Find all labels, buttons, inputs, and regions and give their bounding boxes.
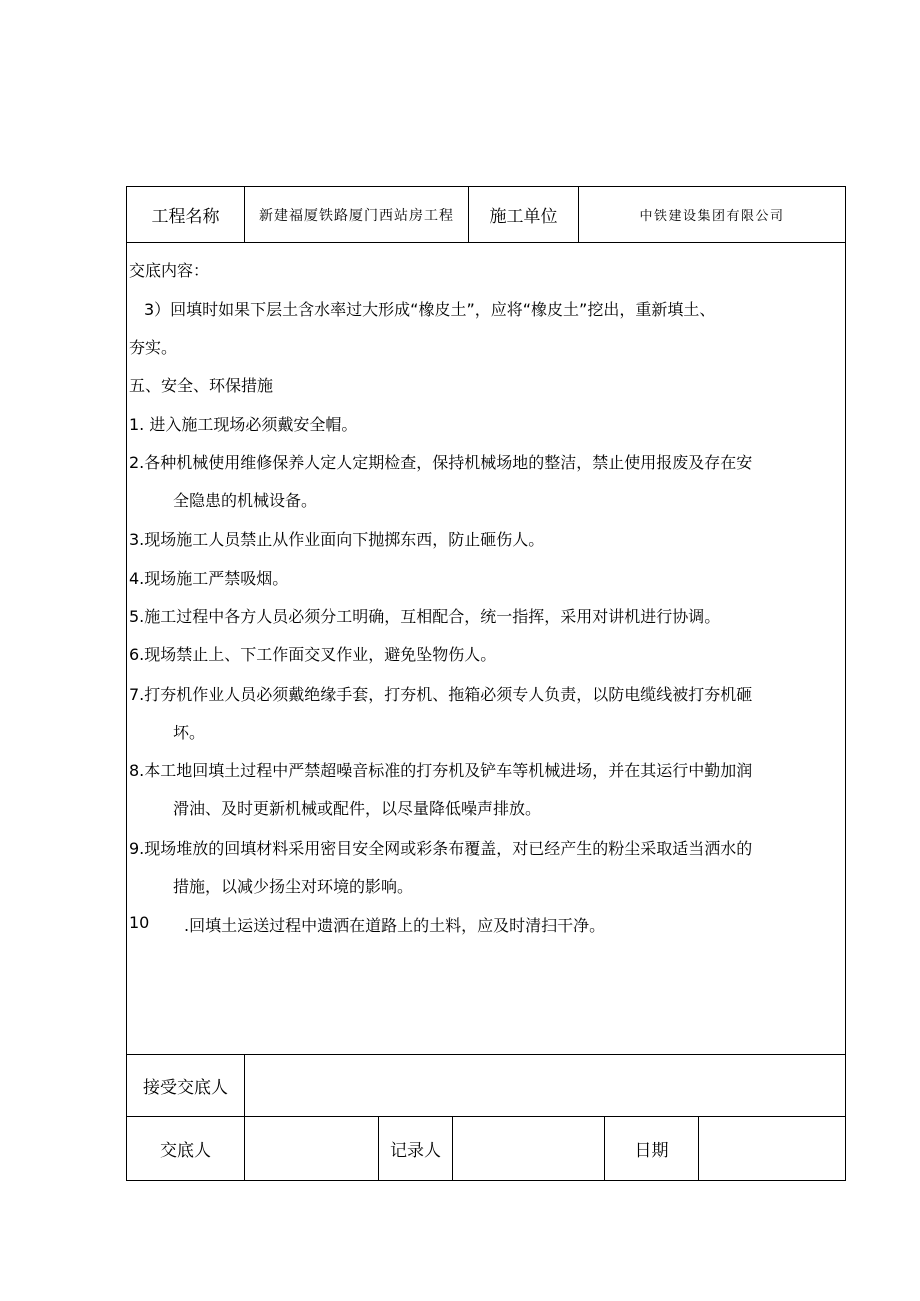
content-line: 全隐患的机械设备。: [173, 491, 318, 510]
discloser-label: 交底人: [127, 1116, 245, 1180]
content-line: 1. 进入施工现场必须戴安全帽。: [129, 415, 358, 434]
content-line: 措施，以减少扬尘对环境的影响。: [173, 877, 414, 896]
content-line: 2.各种机械使用维修保养人定人定期检查，保持机械场地的整洁，禁止使用报废及存在安: [129, 453, 753, 472]
disclosure-form: [126, 186, 846, 1181]
content-line: 滑油、及时更新机械或配件，以尽量降低噪声排放。: [173, 799, 542, 818]
content-line: 夯实。: [129, 338, 178, 357]
construction-unit-value: 中铁建设集团有限公司: [639, 209, 785, 224]
receiver-label: 接受交底人: [127, 1054, 245, 1116]
content-line: 5.施工过程中各方人员必须分工明确，互相配合，统一指挥，采用对讲机进行协调。: [129, 607, 721, 626]
content-line: 坏。: [173, 723, 206, 742]
date-label: 日期: [605, 1116, 699, 1180]
content-line: 7.打夯机作业人员必须戴绝缘手套，打夯机、拖箱必须专人负责，以防电缆线被打夯机砸: [129, 685, 753, 704]
content-line: 4.现场施工严禁吸烟。: [129, 569, 289, 588]
content-line: 9.现场堆放的回填材料采用密目安全网或彩条布覆盖，对已经产生的粉尘采取适当洒水的: [129, 839, 753, 858]
signature-row: [127, 1116, 845, 1180]
project-name-value: 新建福厦铁路厦门西站房工程: [245, 187, 469, 242]
disclosure-content: [127, 242, 845, 1055]
recorder-field[interactable]: [453, 1116, 605, 1180]
project-name-label: 工程名称: [127, 187, 245, 242]
content-title: 交底内容：: [129, 261, 210, 280]
item-10-text: .回填土运送过程中遗洒在道路上的土料，应及时清扫干净。: [184, 916, 606, 935]
receiver-row: [127, 1054, 845, 1117]
discloser-field[interactable]: [245, 1116, 379, 1180]
recorder-label: 记录人: [379, 1116, 453, 1180]
content-line: 6.现场禁止上、下工作面交叉作业，避免坠物伤人。: [129, 645, 497, 664]
section-heading: 五、安全、环保措施: [129, 376, 274, 395]
content-line: 8.本工地回填土过程中严禁超噪音标准的打夯机及铲车等机械进场，并在其运行中勤加润: [129, 761, 753, 780]
content-line: 3）回填时如果下层土含水率过大形成“橡皮土”，应将“橡皮土”挖出，重新填土、: [144, 300, 716, 319]
construction-unit-label: 施工单位: [469, 187, 579, 242]
item-10-number: 10: [129, 913, 150, 932]
header-row: [127, 187, 845, 243]
date-field[interactable]: [699, 1116, 845, 1180]
content-line: 3.现场施工人员禁止从作业面向下抛掷东西，防止砸伤人。: [129, 530, 545, 549]
